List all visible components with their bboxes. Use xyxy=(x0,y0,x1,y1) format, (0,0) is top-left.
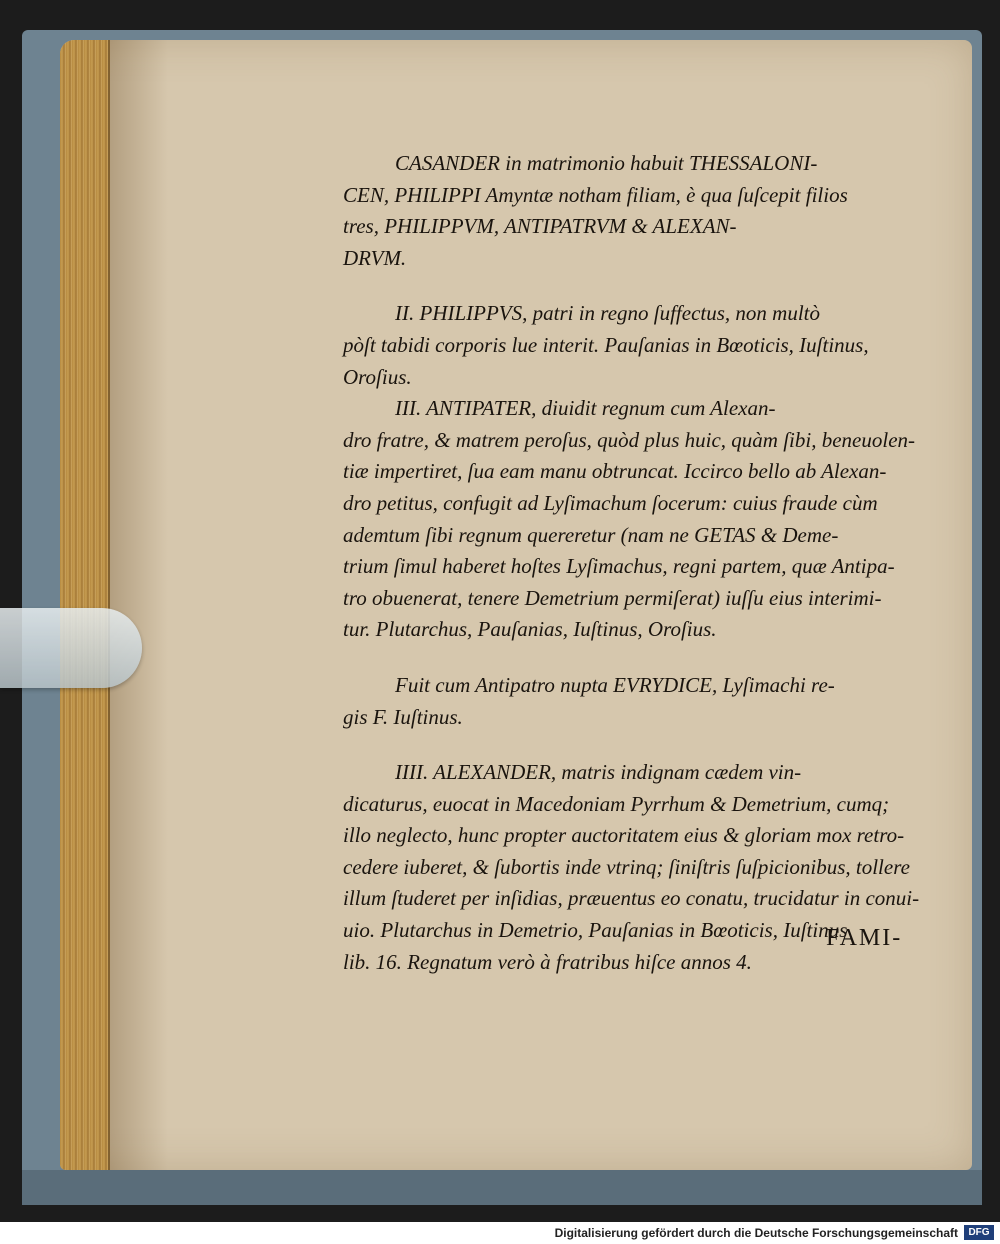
text-line: pòſt tabidi corporis lue interit. Pauſanias in Bœoticis, Iuſtinus, xyxy=(343,332,869,357)
book-cover-edge xyxy=(22,1170,982,1205)
text-line: DRVM. xyxy=(343,245,407,270)
text-line: tres, PHILIPPVM, ANTIPATRVM & ALEXAN- xyxy=(343,214,737,239)
text-line: Oroſius. xyxy=(343,364,412,389)
text-line: dro petitus, confugit ad Lyſimachum ſocerum: cuius fraude cùm xyxy=(343,490,878,515)
text-line: Fuit cum Antipatro nupta EVRYDICE, Lyſimachi re- xyxy=(395,672,835,697)
page-clip xyxy=(0,608,142,688)
text-line: uio. Plutarchus in Demetrio, Pauſanias in Bœoticis, Iuſtinus xyxy=(343,918,848,943)
text-line: illo neglecto, hunc propter auctoritatem eius & gloriam mox retro- xyxy=(343,823,905,848)
text-block xyxy=(343,148,923,978)
text-line: tiæ impertiret, ſua eam manu obtruncat. Iccirco bello ab Alexan- xyxy=(343,459,887,484)
text-line: CEN, PHILIPPI Amyntæ notham filiam, è qua ſuſcepit filios xyxy=(343,182,848,207)
catchword: FAMI- xyxy=(826,925,903,951)
text-line: CASANDER in matrimonio habuit THESSALONI- xyxy=(395,151,818,175)
text-line: trium ſimul haberet hoſtes Lyſimachus, regni partem, quæ Antipa- xyxy=(343,554,895,579)
text-line: lib. 16. Regnatum verò à fratribus hiſce annos 4. xyxy=(343,949,752,974)
text-line: III. ANTIPATER, diuidit regnum cum Alexan- xyxy=(395,396,776,421)
text-line: IIII. ALEXANDER, matris indignam cædem vin- xyxy=(395,760,802,785)
text-line: gis F. Iuſtinus. xyxy=(343,704,463,729)
text-line: illum ſtuderet per inſidias, præuentus eo conatu, trucidatur in conui- xyxy=(343,886,920,911)
text-line: dro fratre, & matrem peroſus, quòd plus huic, quàm ſibi, beneuolen- xyxy=(343,427,916,452)
text-line: cedere iuberet, & ſubortis inde vtrinq; ſiniſtris ſuſpicionibus, tollere xyxy=(343,854,910,879)
text-line: dicaturus, euocat in Macedoniam Pyrrhum & Demetrium, cumq; xyxy=(343,791,890,816)
text-line: tro obuenerat, tenere Demetrium permiſerat) iuſſu eius interimi- xyxy=(343,585,882,610)
text-line: II. PHILIPPVS, patri in regno ſuffectus, non multò xyxy=(395,301,821,326)
text-line: tur. Plutarchus, Pauſanias, Iuſtinus, Oroſius. xyxy=(343,617,717,642)
page-edges xyxy=(60,40,110,1170)
footer-bar xyxy=(0,1222,1000,1244)
dfg-logo-icon: DFG xyxy=(964,1225,994,1240)
gutter-shadow xyxy=(108,40,168,1170)
funding-credit: Digitalisierung gefördert durch die Deutsche Forschungsgemeinschaft xyxy=(554,1226,958,1240)
text-line: ademtum ſibi regnum quereretur (nam ne GETAS & Deme- xyxy=(343,522,839,547)
